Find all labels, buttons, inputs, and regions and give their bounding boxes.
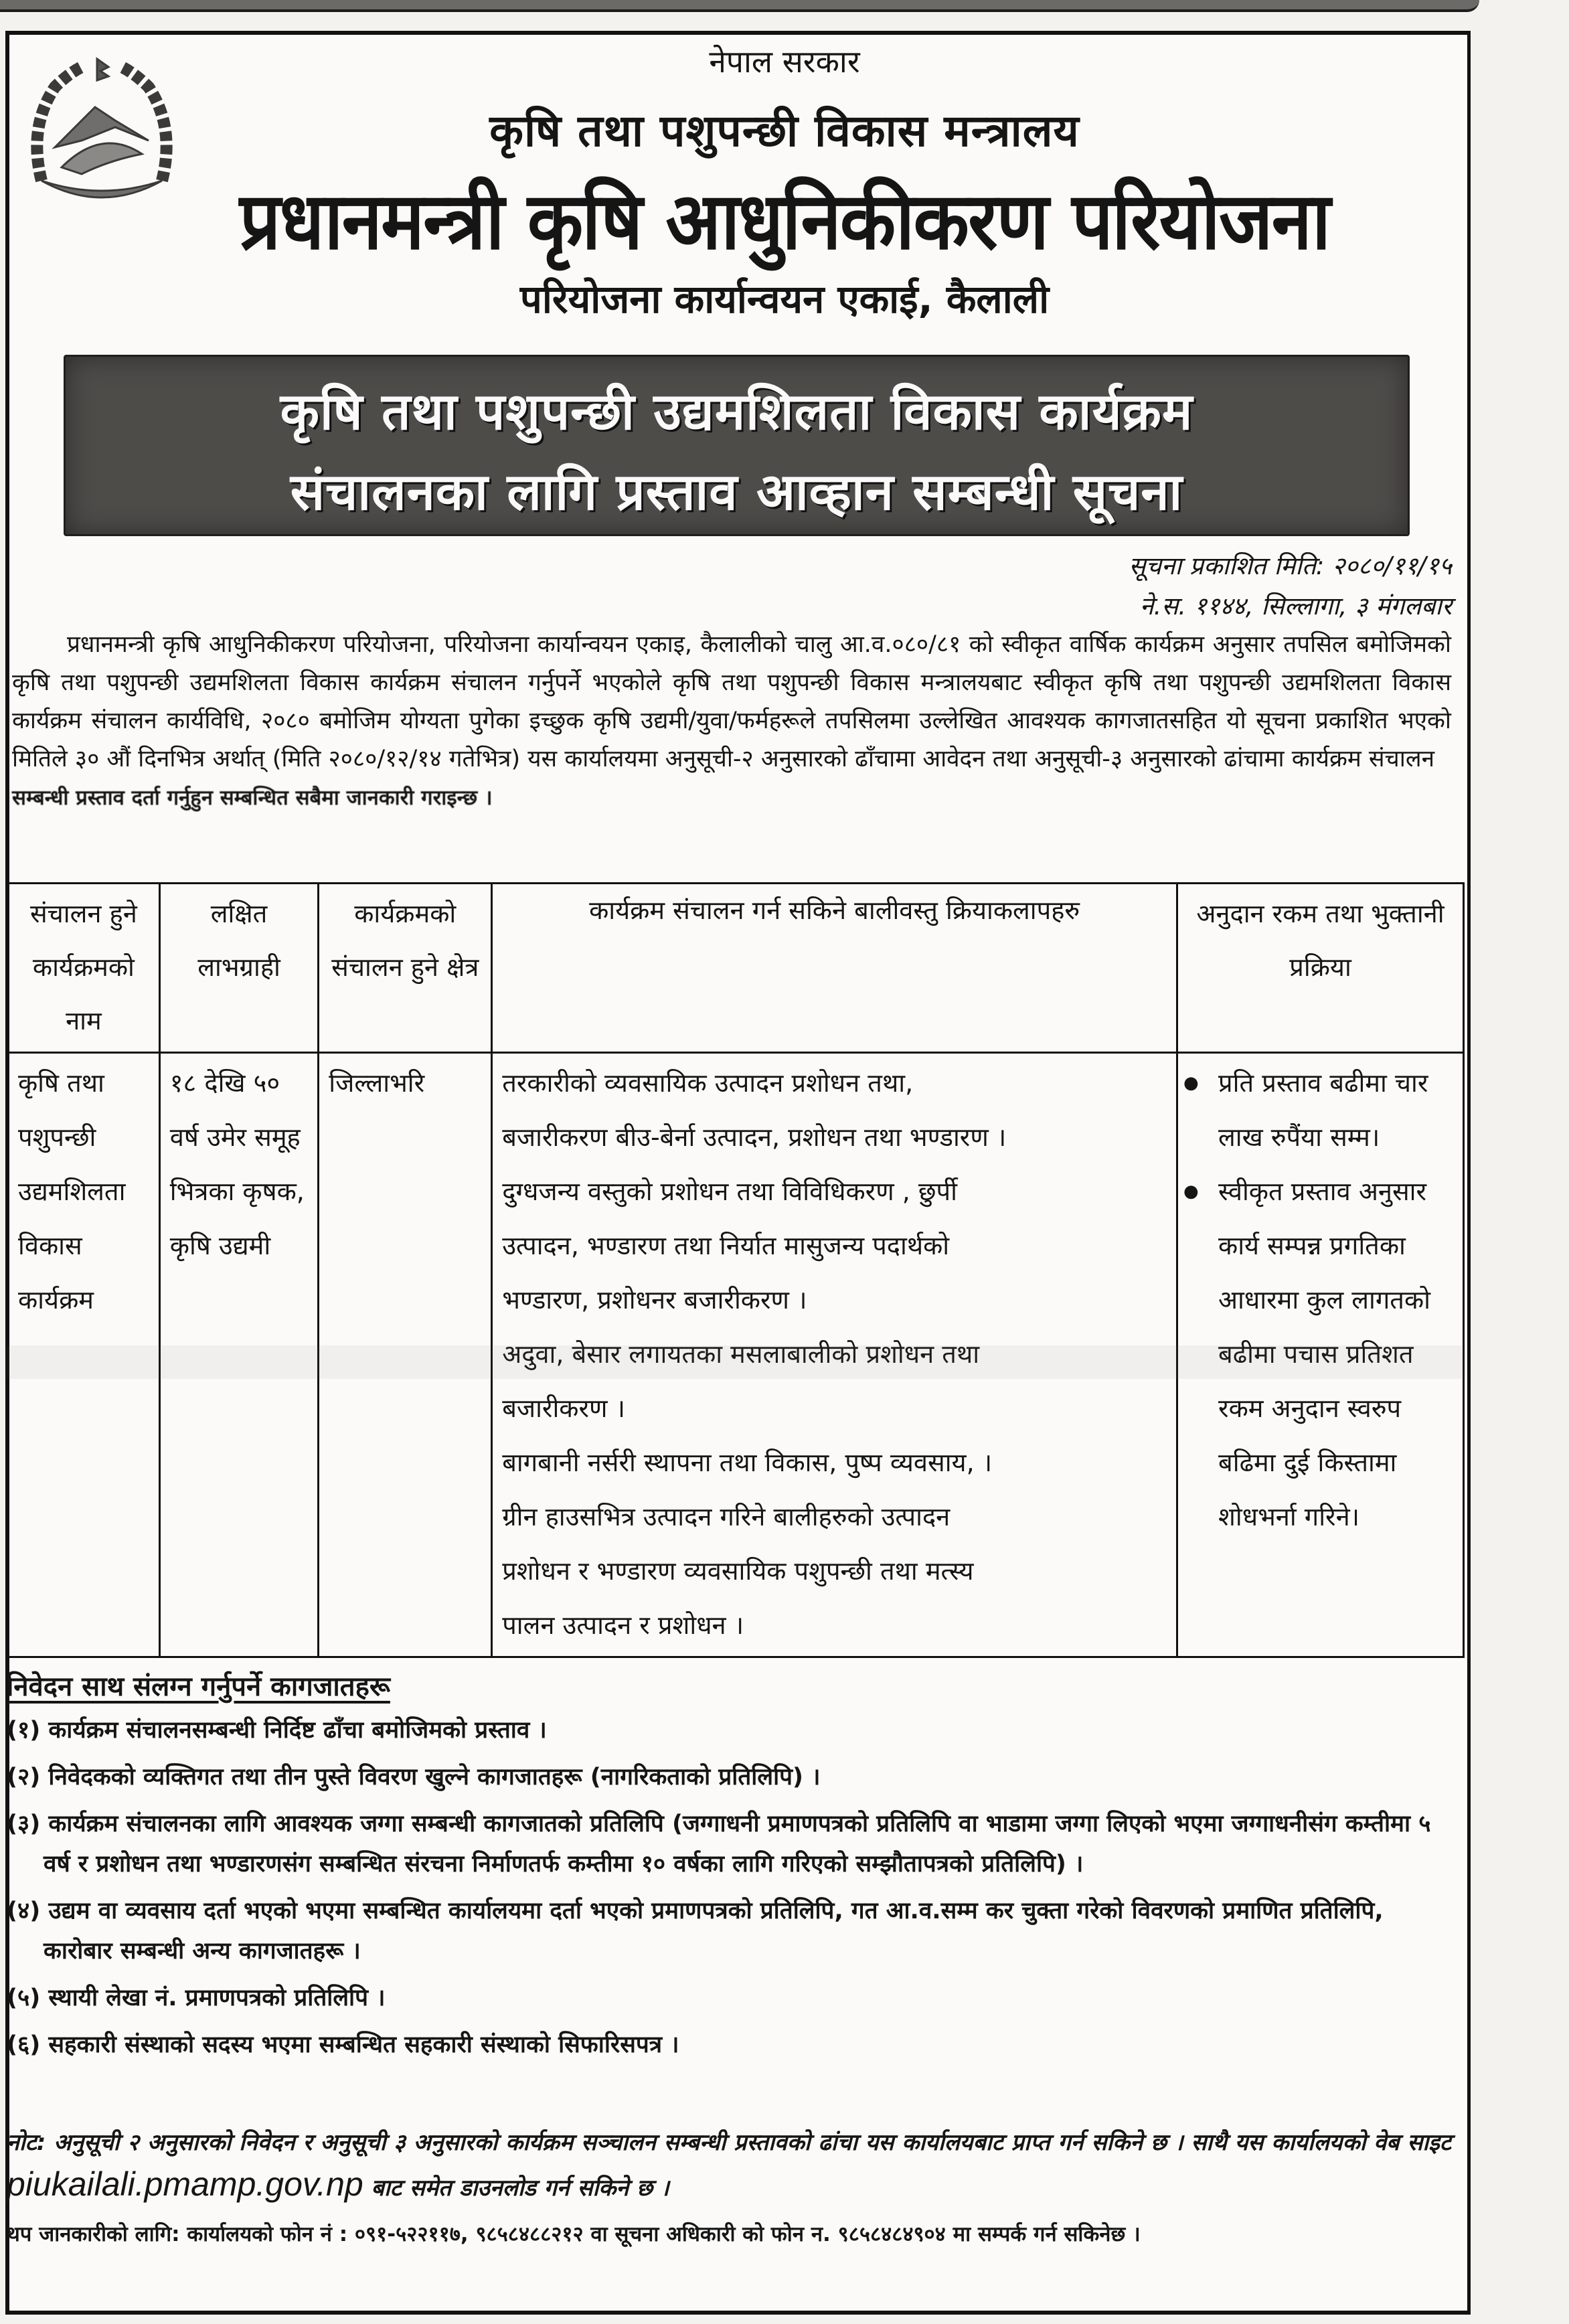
- cell-area: जिल्लाभरि: [319, 1053, 492, 1657]
- implementation-unit: परियोजना कार्यान्वयन एकाई, कैलाली: [519, 276, 1050, 322]
- activity-line: प्रशोधन र भण्डारण व्यवसायिक पशुपन्छी तथा मत्स्य: [502, 1556, 974, 1586]
- intro-last-line: सम्बन्धी प्रस्ताव दर्ता गर्नुहुन सम्बन्धित सबैमा जानकारी गराइन्छ ।: [12, 786, 493, 810]
- document-item: (६) सहकारी संस्थाको सदस्य भएमा सम्बन्धित सहकारी संस्थाको सिफारिसपत्र ।: [7, 2031, 679, 2058]
- intro-text: प्रधानमन्त्री कृषि आधुनिकीकरण परियोजना, परियोजना कार्यान्वयन एकाइ, कैलालीको चालु आ.व.०८०/८१ को स्वीकृत वार्षिक कार्यक्रम अनुसार तपसिल बमोजिमको कृषि तथा पशुपन्छी उद्यमशिलता विकास कार्यक्रम संचालन गर्नुपर्ने भएकोले कृषि तथा पशुपन्छी विकास मन्त्रालयबाट स्वीकृत कृषि तथा पशुपन्छी उद्यमशिलता विकास कार्यक्रम संचालन कार्यविधि, २०८० बमोजिम योग्यता पुगेका इच्छुक कृषि उद्यमी/युवा/फर्महरूले तपसिलमा उल्लेखित आवश्यक कागजातसहित यो सूचना प्रकाशित भएको मितिले ३० औं दिनभित्र अर्थात् (मिति २०८०/१२/१४ गतेभित्र) यस कार्यालयमा अनुसूची-२ अनुसारको ढाँचामा आवेदन तथा अनुसूची-३ अनुसारको ढांचामा कार्यक्रम संचालन: [12, 631, 1451, 772]
- note-text-end: बाट समेत डाउनलोड गर्न सकिने छ ।: [371, 2175, 669, 2202]
- previous-article-border: [0, 0, 1479, 12]
- grant-list: [1187, 1056, 1453, 1544]
- header-program-name: संचालन हुने कार्यक्रमको नाम: [8, 884, 160, 1053]
- intro-paragraph: [12, 626, 1451, 817]
- documents-heading: निवेदन साथ संलग्न गर्नुपर्ने कागजातहरू: [7, 1671, 390, 1702]
- activity-line: भण्डारण, प्रशोधनर बजारीकरण ।: [502, 1285, 807, 1315]
- required-documents: [7, 1667, 1453, 2072]
- banner-title-line-1: कृषि तथा पशुपन्छी उद्यमशिलता विकास कार्यक्रम: [280, 382, 1193, 441]
- document-item: (३) कार्यक्रम संचालनका लागि आवश्यक जग्गा सम्बन्धी कागजातको प्रतिलिपि (जग्गाधनी प्रमाणपत्रको प्रतिलिपि वा भाडामा जग्गा लिएको भएमा जग्गाधनीसंग कम्तीमा ५ वर्ष र प्रशोधन तथा भण्डारणसंग सम्बन्धित संरचना निर्माणतर्फ कम्तीमा १० वर्षका लागि गरिएको सम्झौतापत्रको प्रतिलिपि) ।: [7, 1811, 1431, 1878]
- paper-fold: [7, 1345, 1466, 1379]
- grant-item: ● स्वीकृत प्रस्ताव अनुसार कार्य सम्पन्न प्रगतिका आधारमा कुल लागतको बढीमा पचास प्रतिशत रकम अनुदान स्वरुप बढिमा दुई किस्तामा शोधभर्ना गरिने।: [1218, 1165, 1453, 1544]
- activity-line: बागबानी नर्सरी स्थापना तथा विकास, पुष्प व्यवसाय, ।: [502, 1448, 993, 1477]
- ministry-name: कृषि तथा पशुपन्छी विकास मन्त्रालय: [489, 105, 1080, 157]
- documents-list: [7, 1710, 1453, 2065]
- header-grant: अनुदान रकम तथा भुक्तानी प्रक्रिया: [1177, 884, 1464, 1053]
- activity-line: उत्पादन, भण्डारण तथा निर्यात मासुजन्य पदार्थको: [502, 1231, 950, 1260]
- banner-title-line-2: संचालनका लागि प्रस्ताव आव्हान सम्बन्धी सूचना: [290, 462, 1183, 521]
- activity-line: बजारीकरण ।: [502, 1394, 625, 1423]
- header-beneficiaries: लक्षित लाभग्राही: [159, 884, 319, 1053]
- activity-line: दुग्धजन्य वस्तुको प्रशोधन तथा विविधिकरण , छुर्पी: [502, 1177, 957, 1206]
- activity-line: बजारीकरण बीउ-बेर्ना उत्पादन, प्रशोधन तथा भण्डारण ।: [502, 1123, 1007, 1152]
- nepal-sambat-date: ने.स. ११४४, सिल्लागा, ३ मंगलबार: [1139, 592, 1452, 620]
- header-area: कार्यक्रमको संचालन हुने क्षेत्र: [319, 884, 492, 1053]
- note-paragraph: [7, 2122, 1453, 2209]
- activity-line: तरकारीको व्यवसायिक उत्पादन प्रशोधन तथा,: [502, 1068, 914, 1098]
- website-link[interactable]: piukailali.pmamp.gov.np: [7, 2165, 363, 2203]
- contact-info: थप जानकारीको लागि: कार्यालयको फोन नं : ०९१-५२२११७, ९८५८४८८२१२ वा सूचना अधिकारी को फोन न. ९८५८४८४९०४ मा सम्पर्क गर्न सकिनेछ ।: [7, 2222, 1141, 2246]
- activity-line: अदुवा, बेसार लगायतका मसलाबालीको प्रशोधन तथा: [502, 1339, 980, 1369]
- publication-date: सूचना प्रकाशित मिति: २०८०/११/१५: [1129, 552, 1452, 580]
- document-item: (१) कार्यक्रम संचालनसम्बन्धी निर्दिष्ट ढाँचा बमोजिमको प्रस्ताव ।: [7, 1717, 547, 1744]
- note-text: नोट: अनुसूची २ अनुसारको निवेदन र अनुसूची ३ अनुसारको कार्यक्रम सञ्चालन सम्बन्धी प्रस्तावको ढांचा यस कार्यालयबाट प्राप्त गर्न सकिने छ । साथै यस कार्यालयको वेब साइट: [7, 2129, 1451, 2156]
- notice-banner: [64, 355, 1410, 536]
- document-item: (५) स्थायी लेखा नं. प्रमाणपत्रको प्रतिलिपि ।: [7, 1985, 386, 2011]
- grant-item: ● प्रति प्रस्ताव बढीमा चार लाख रुपैंया सम्म।: [1218, 1056, 1453, 1165]
- table-header-row: [8, 884, 1464, 1053]
- header-activities: कार्यक्रम संचालन गर्न सकिने बालीवस्तु क्रियाकलापहरु: [492, 884, 1177, 1053]
- government-name: नेपाल सरकार: [709, 44, 860, 80]
- project-title: प्रधानमन्त्री कृषि आधुनिकीकरण परियोजना: [239, 175, 1330, 267]
- program-table: [7, 882, 1465, 1658]
- document-item: (२) निवेदकको व्यक्तिगत तथा तीन पुस्ते विवरण खुल्ने कागजातहरू (नागरिकताको प्रतिलिपि) ।: [7, 1764, 821, 1791]
- activity-line: ग्रीन हाउसभित्र उत्पादन गरिने बालीहरुको उत्पादन: [502, 1502, 951, 1531]
- document-item: (४) उद्यम वा व्यवसाय दर्ता भएको भएमा सम्बन्धित कार्यालयमा दर्ता भएको प्रमाणपत्रको प्रतिलिपि, गत आ.व.सम्म कर चुक्ता गरेको विवरणको प्रमाणित प्रतिलिपि, कारोबार सम्बन्धी अन्य कागजातहरू ।: [7, 1898, 1384, 1965]
- activity-line: पालन उत्पादन र प्रशोधन ।: [502, 1610, 744, 1640]
- cell-beneficiaries: १८ देखि ५० वर्ष उमेर समूह भित्रका कृषक, कृषि उद्यमी: [159, 1053, 319, 1657]
- cell-program-name: कृषि तथा पशुपन्छी उद्यमशिलता विकास कार्यक्रम: [8, 1053, 160, 1657]
